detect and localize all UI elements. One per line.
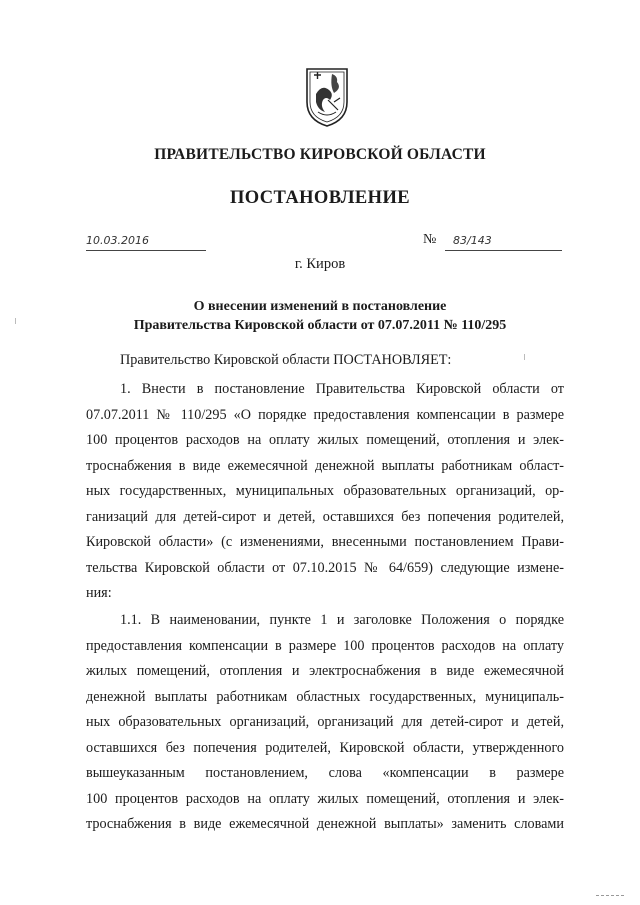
scan-speck (15, 318, 16, 324)
kirov-coat-of-arms-icon (304, 66, 350, 128)
paragraph-2 (86, 608, 564, 838)
date-field (86, 232, 206, 251)
city: г. Киров (294, 256, 346, 272)
decree-statement: Правительство Кировской области ПОСТАНОВЛЯЕТ: (120, 352, 452, 368)
text-line: тельства Кировской области от 07.10.2015 № 64/659) следующие измене- (86, 559, 564, 576)
text-line: троснабжения в виде ежемесячной денежной выплаты» заменить словами (86, 816, 564, 832)
text-line: ганизаций для детей-сирот и детей, оставшихся без попечения родителей, (86, 508, 564, 525)
text-line: 100 процентов расходов на оплату жилых помещений, отопления и элек- (86, 790, 564, 807)
text-line: жилых помещений, отопления и электроснабжения в виде ежемесячной (86, 663, 564, 679)
text-line: денежной выплаты работникам областных государственных, муниципаль- (86, 688, 564, 705)
text-line: троснабжения в виде ежемесячной денежной выплаты работникам област- (86, 457, 564, 474)
text-line: предоставления компенсации в размере 100 процентов расходов на оплату (86, 637, 564, 654)
paragraph-1 (86, 377, 564, 607)
text-line: 1.1. В наименовании, пункте 1 и заголовке Положения о порядке (120, 612, 564, 628)
text-line: ния: (86, 585, 112, 601)
number-field (445, 232, 562, 251)
document-type: ПОСТАНОВЛЕНИЕ (229, 188, 410, 208)
organization-title: ПРАВИТЕЛЬСТВО КИРОВСКОЙ ОБЛАСТИ (154, 146, 486, 163)
text-line: 07.07.2011 № 110/295 «О порядке предоставления компенсации в размере (86, 406, 564, 423)
scan-speck (524, 354, 525, 360)
text-line: вышеуказанным постановлением, слова «компенсации в размере (86, 765, 564, 781)
text-line: Кировской области» (с изменениями, внесенными постановлением Прави- (86, 534, 564, 550)
subject-line: О внесении изменений в постановление (193, 299, 447, 314)
subject-line: Правительства Кировской области от 07.07.2011 № 110/295 (133, 318, 507, 333)
number-label: № (423, 232, 437, 247)
text-line: 100 процентов расходов на оплату жилых помещений, отопления и элек- (86, 432, 564, 448)
scan-mark (596, 895, 624, 896)
text-line: 1. Внести в постановление Правительства Кировской области от (120, 381, 564, 397)
date-value: 10.03.2016 (86, 234, 149, 247)
text-line: ных образовательных организаций, организаций для детей-сирот и детей, (86, 714, 564, 730)
document-subject (0, 297, 640, 335)
text-line: оставшихся без попечения родителей, Кировской области, утвержденного (86, 739, 564, 756)
number-value: 83/143 (453, 234, 492, 247)
text-line: ных государственных, муниципальных образовательных организаций, ор- (86, 483, 564, 499)
